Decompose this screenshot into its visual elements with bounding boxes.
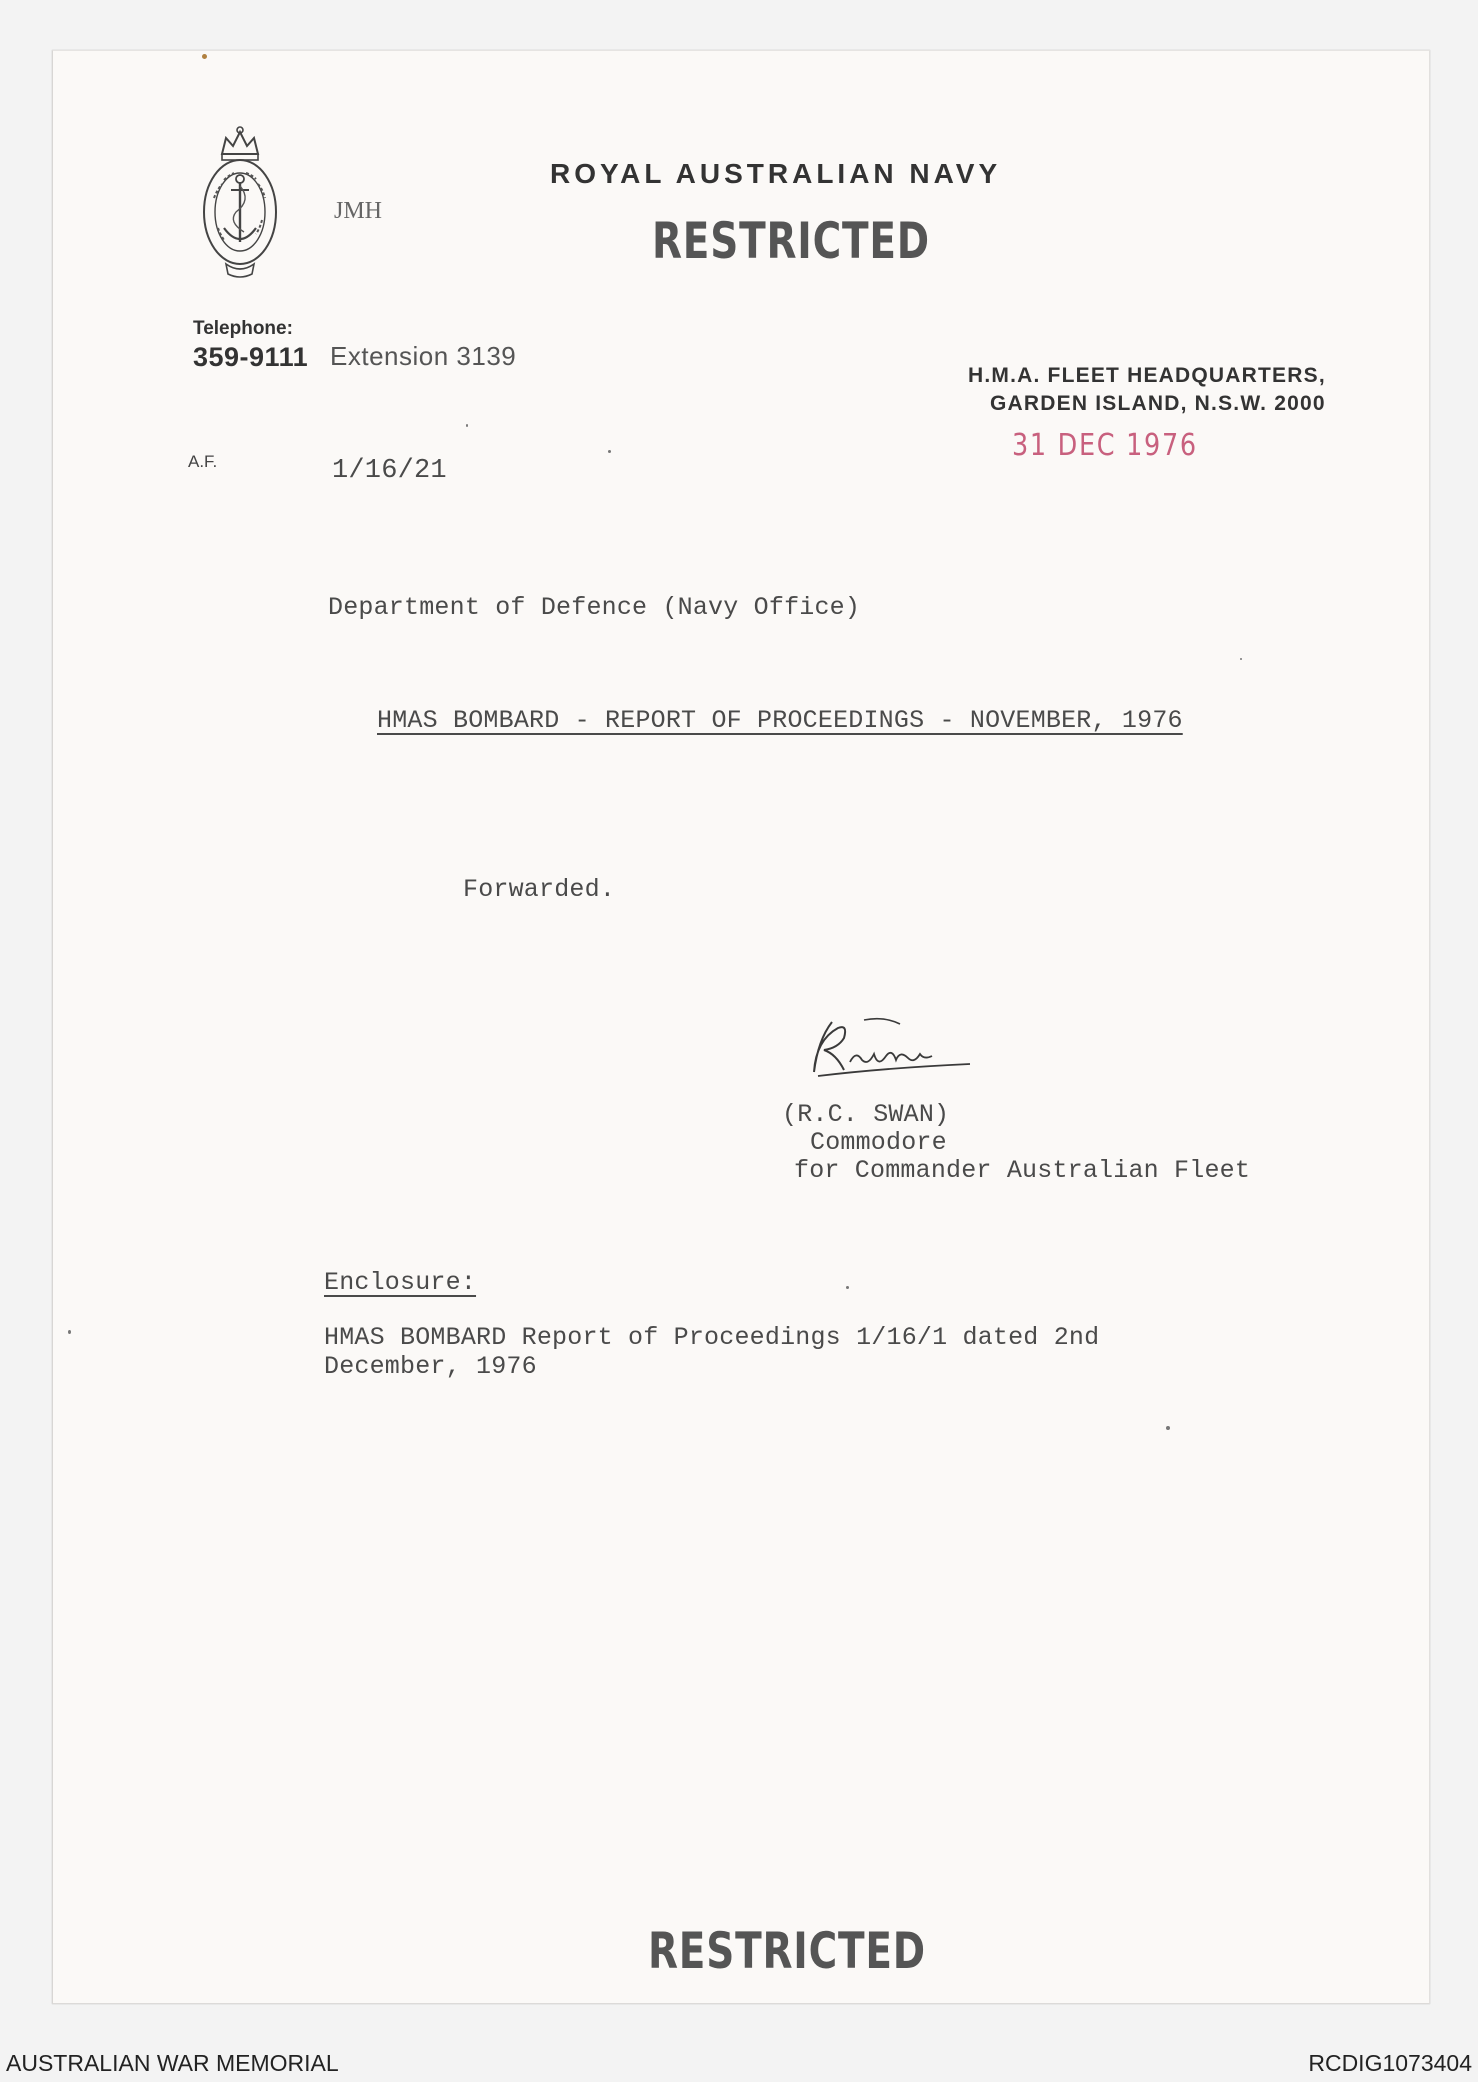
paper-speck	[1166, 1426, 1170, 1430]
letterhead-title: ROYAL AUSTRALIAN NAVY	[550, 158, 1002, 189]
signatory-name: (R.C. SWAN)	[782, 1100, 950, 1129]
telephone-extension: Extension 3139	[330, 341, 517, 371]
paper-speck	[846, 1286, 849, 1289]
message-text: Forwarded.	[463, 875, 616, 904]
record-id: RCDIG1073404	[1308, 2050, 1472, 2076]
navy-crest-logo	[200, 124, 280, 294]
paper-speck	[202, 54, 207, 59]
telephone-label: Telephone:	[193, 318, 293, 339]
file-label: A.F.	[188, 452, 218, 471]
source-credit: AUSTRALIAN WAR MEMORIAL	[6, 2050, 339, 2076]
paper-speck	[466, 424, 468, 427]
telephone-number: 359-9111	[193, 342, 309, 372]
enclosure-line-1: HMAS BOMBARD Report of Proceedings 1/16/1 dated 2nd	[324, 1323, 1100, 1352]
enclosure-label: Enclosure:	[324, 1268, 477, 1297]
date-stamp: 31 DEC 1976	[1012, 428, 1198, 463]
paper-speck	[68, 1330, 71, 1334]
subject-line: HMAS BOMBARD - REPORT OF PROCEEDINGS - NOVEMBER, 1976	[377, 706, 1183, 735]
handwritten-signature	[804, 1010, 984, 1090]
classification-header: RESTRICTED	[652, 212, 930, 270]
address-line-1: H.M.A. FLEET HEADQUARTERS,	[968, 364, 1326, 387]
classification-footer: RESTRICTED	[648, 1922, 926, 1980]
signatory-rank: Commodore	[810, 1128, 947, 1157]
file-reference: 1/16/21	[332, 456, 447, 486]
addressee: Department of Defence (Navy Office)	[328, 593, 861, 622]
paper-speck	[608, 450, 611, 453]
handwritten-initials: JMH	[334, 198, 383, 224]
enclosure-line-2: December, 1976	[324, 1352, 537, 1381]
address-line-2: GARDEN ISLAND, N.S.W. 2000	[990, 392, 1326, 415]
signatory-on-behalf: for Commander Australian Fleet	[794, 1156, 1251, 1185]
paper-speck	[1240, 658, 1242, 660]
